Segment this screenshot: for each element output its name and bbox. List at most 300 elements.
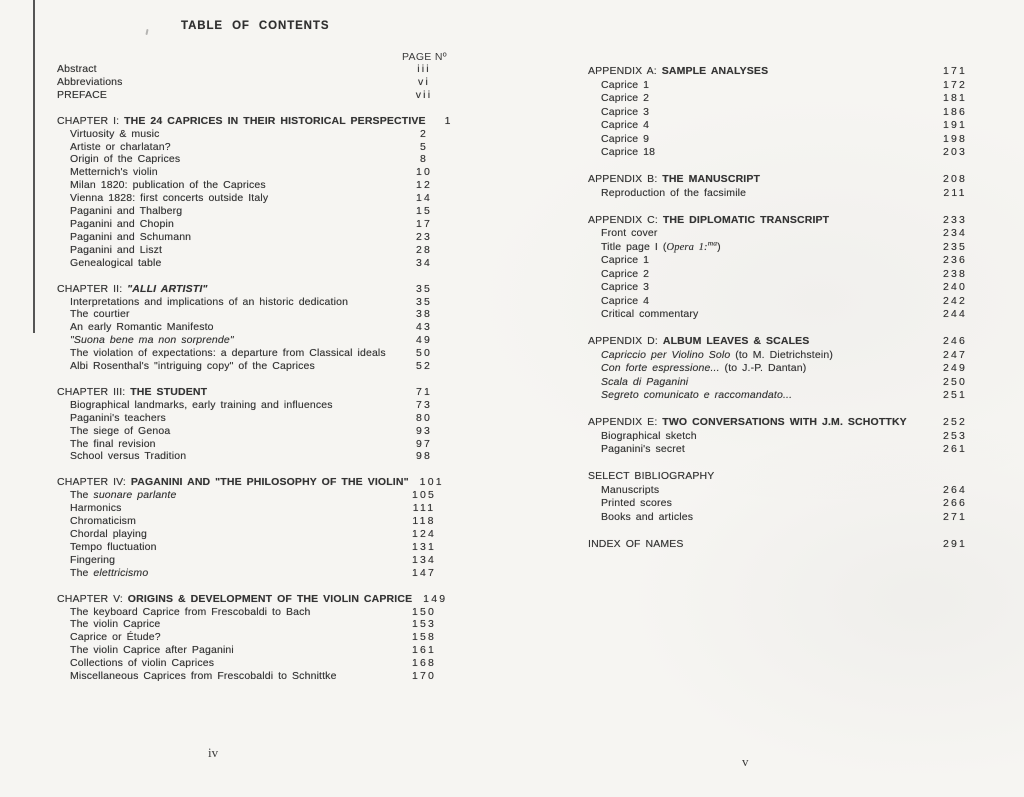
toc-entry-label [70,153,401,166]
toc-entry-text-segment: Caprice 2 [601,267,650,280]
toc-entry-label [70,618,401,631]
toc-entry-page: 35 [415,282,433,295]
toc-entry-text-segment: PAGANINI AND "THE PHILOSOPHY OF THE VIOLIN" [130,476,409,489]
toc-entry-page: 97 [415,437,433,450]
toc-entry-page: 35 [415,295,433,308]
toc-entry-text-segment: (to J.-P. Dantan) [719,362,807,374]
toc-entry-page: 49 [415,334,433,347]
toc-entry-page: 234 [942,227,968,239]
toc-row [57,386,447,399]
toc-entry-page: 158 [411,631,437,644]
toc-entry-text-segment: ORIGINS & DEVELOPMENT OF THE VIOLIN CAPRICE [127,592,413,605]
toc-row [588,389,978,403]
toc-entry-text-segment: Albi Rosenthal's "intriguing copy" of the Caprices [70,360,315,373]
toc-entry-label [601,227,932,241]
toc-entry-text-segment: The violation of expectations: a departure from Classical ideals [70,347,386,360]
toc-row [588,79,978,93]
toc-entry-label [588,335,932,349]
toc-entry-text-segment: Biographical landmarks, early training and influences [70,398,333,411]
toc-entry-label [70,489,401,502]
toc-entry-label [70,515,401,528]
toc-entry-text-segment: Opera 1: [666,241,708,253]
toc-entry-text-segment: Vienna 1828: first concerts outside Italy [70,192,269,205]
toc-entry-text-segment: Collections of violin Caprices [70,657,215,670]
toc-entry-label [588,416,932,430]
toc-entry-text-segment: The keyboard Caprice from Frescobaldi to Bach [70,605,311,618]
toc-entry-label [70,541,401,554]
toc-row [57,347,447,360]
toc-row [588,281,978,295]
toc-entry-label [70,644,401,657]
toc-row [588,173,978,187]
toc-entry-page: vi [418,75,430,88]
scan-artifact-mark [145,29,148,35]
left-page-folio: iv [208,745,219,760]
toc-row [57,515,447,528]
toc-entry-label [588,65,932,79]
toc-row [57,670,447,683]
toc-entry-page: 14 [415,192,433,205]
toc-row [57,567,447,580]
toc-entry-text-segment: Reproduction of the facsimile [601,186,747,199]
toc-entry-text-segment: Manuscripts [601,483,660,496]
toc-entry-page: 28 [415,243,433,256]
toc-entry-label [57,386,401,399]
toc-entry-page: 149 [423,592,448,605]
toc-row [57,192,447,205]
toc-entry-label [57,593,412,606]
toc-entry-page: 34 [415,256,433,269]
toc-row [588,443,978,457]
toc-entry-text-segment: The courtier [70,308,130,321]
toc-entry-text-segment: Caprice 3 [601,281,650,293]
toc-row [588,430,978,444]
toc-row [57,489,447,502]
toc-right-page [588,65,978,551]
toc-row [57,63,447,76]
toc-entry-label [601,362,932,376]
toc-entry-page: 291 [942,537,968,550]
toc-row [57,476,447,489]
toc-entry-page: 147 [411,566,437,579]
toc-row [57,334,447,347]
toc-row [57,296,447,309]
toc-entry-label [601,268,932,282]
toc-entry-page: 80 [415,411,433,424]
toc-entry-text-segment: Paganini and Chopin [70,217,174,230]
toc-entry-text-segment: The siege of Genoa [70,424,171,437]
toc-row [57,76,447,89]
toc-row [57,528,447,541]
toc-entry-text-segment: Caprice 18 [601,146,656,158]
toc-entry-text-segment: THE 24 CAPRICES IN THEIR HISTORICAL PERSPECTIVE [124,114,426,127]
toc-entry-page: 264 [942,483,968,496]
toc-entry-page: 98 [415,450,433,463]
toc-entry-text-segment: Paganini and Liszt [70,243,163,256]
toc-entry-text-segment: TWO CONVERSATIONS WITH J.M. SCHOTTKY [662,416,907,428]
toc-entry-label [70,670,401,683]
toc-entry-label [70,128,401,141]
toc-row [57,593,447,606]
page-title: TABLE OF CONTENTS [181,20,330,32]
toc-entry-label [70,334,401,347]
toc-entry-label [588,470,932,484]
toc-entry-text-segment: CHAPTER V: [57,592,128,605]
toc-entry-page: 43 [415,321,433,334]
toc-entry-label [601,295,932,309]
toc-entry-text-segment: Printed scores [601,497,673,509]
toc-entry-label [70,192,401,205]
toc-entry-text-segment: CHAPTER I: [57,114,125,127]
toc-row [57,438,447,451]
toc-entry-page: 249 [942,362,968,374]
toc-entry-text-segment: The violin Caprice after Paganini [70,644,234,657]
toc-entry-page: 5 [419,140,429,153]
toc-entry-text-segment: ma [707,238,718,247]
toc-entry-page: 118 [412,515,436,528]
toc-entry-label [601,79,932,93]
toc-left-page [57,63,453,683]
toc-entry-text-segment: Caprice 4 [601,294,650,307]
toc-entry-label [601,187,932,201]
toc-entry-page: 242 [942,294,968,307]
toc-entry-text-segment: An early Romantic Manifesto [70,321,214,334]
toc-entry-label [70,257,401,270]
toc-entry-label [601,389,932,403]
toc-entry-page: iii [417,63,431,75]
toc-entry-page: 250 [942,375,968,388]
toc-entry-page: 111 [412,502,436,515]
toc-entry-page: 238 [942,267,968,280]
toc-entry-text-segment: CHAPTER II: [57,282,128,295]
toc-entry-label [70,347,401,360]
toc-entry-text-segment: APPENDIX C: [588,213,663,226]
toc-entry-text-segment: Caprice or Étude? [70,631,161,644]
toc-entry-text-segment: Caprice 2 [601,92,650,104]
toc-entry-page: 50 [415,347,433,360]
toc-entry-text-segment: Capriccio per Violino Solo [601,348,731,361]
toc-entry-page: 52 [415,360,433,373]
toc-entry-text-segment: APPENDIX E: [588,416,663,428]
toc-entry-page: 271 [942,510,968,523]
toc-entry-text-segment: Paganini's teachers [70,411,166,424]
toc-row [57,606,447,619]
toc-entry-page: 191 [942,119,968,131]
toc-entry-label [70,179,401,192]
toc-entry-text-segment: SELECT BIBLIOGRAPHY [588,470,715,482]
toc-entry-text-segment: Paganini and Schumann [70,230,192,243]
toc-entry-page: 71 [415,385,433,398]
toc-entry-label [601,511,932,525]
toc-row [57,360,447,373]
toc-entry-label [57,89,401,102]
toc-entry-text-segment: APPENDIX A: [588,65,662,77]
toc-row [588,295,978,309]
toc-entry-label [57,283,401,296]
toc-entry-label [70,502,401,515]
toc-entry-page: 150 [411,605,437,618]
toc-entry-page: 208 [942,173,968,185]
toc-entry-label [588,173,932,187]
toc-entry-label [601,106,932,120]
toc-row [588,133,978,147]
toc-entry-text-segment: Caprice 1 [601,78,650,91]
toc-entry-label [70,166,401,179]
toc-row [57,179,447,192]
toc-entry-label [70,528,401,541]
toc-entry-label [70,567,401,580]
toc-row [57,399,447,412]
toc-entry-label [70,399,401,412]
toc-entry-label [601,497,932,511]
toc-row [57,631,447,644]
toc-entry-text-segment: Con forte espressione... [601,362,720,374]
toc-entry-page: 168 [411,657,437,670]
toc-entry-page: 73 [415,398,433,411]
toc-row [588,106,978,120]
toc-row [588,119,978,133]
toc-entry-label [601,484,932,498]
toc-row [57,554,447,567]
toc-entry-label [601,133,932,147]
toc-row [57,412,447,425]
toc-row [588,538,978,552]
toc-entry-text-segment: Paganini and Thalberg [70,205,183,218]
toc-row [57,283,447,296]
toc-entry-text-segment: Metternich's violin [70,166,158,179]
toc-entry-text-segment: THE MANUSCRIPT [662,173,761,185]
toc-entry-page: 12 [415,179,433,192]
toc-entry-text-segment: School versus Tradition [70,450,187,463]
toc-entry-label [601,376,932,390]
toc-entry-text-segment: THE DIPLOMATIC TRANSCRIPT [662,213,830,226]
toc-entry-page: 101 [419,476,444,489]
toc-entry-text-segment: Fingering [70,553,116,566]
toc-entry-page: 198 [942,132,968,145]
toc-entry-text-segment: Biographical sketch [601,429,697,442]
toc-entry-text-segment: "Suona bene ma non sorprende" [70,334,234,347]
right-page-folio: v [742,754,749,769]
toc-entry-text-segment: Chordal playing [70,528,148,540]
toc-row [588,497,978,511]
toc-entry-page: 172 [942,78,968,91]
toc-entry-label [601,308,932,322]
toc-entry-text-segment: Books and articles [601,510,694,523]
toc-entry-page: 211 [943,186,967,199]
toc-entry-text-segment: Title page I ( [601,240,667,253]
toc-row [588,254,978,268]
toc-entry-text-segment: Caprice 9 [601,132,650,145]
toc-entry-label [601,238,932,255]
toc-entry-page: 131 [411,540,437,553]
toc-entry-text-segment: Scala di Paganini [601,375,689,388]
toc-entry-text-segment: suonare parlante [93,489,177,502]
toc-row [57,644,447,657]
toc-entry-label [70,321,401,334]
toc-entry-text-segment: Chromaticism [70,515,136,528]
toc-entry-text-segment: Paganini's secret [601,443,685,455]
toc-row [57,153,447,166]
toc-entry-text-segment: Front cover [601,227,658,239]
toc-entry-text-segment: elettricismo [93,566,149,579]
toc-row [57,166,447,179]
toc-entry-page: 181 [942,92,968,104]
toc-row [588,511,978,525]
toc-entry-page: 153 [411,618,437,631]
toc-entry-label [70,425,401,438]
toc-entry-label [601,430,932,444]
toc-entry-text-segment: The [70,489,94,502]
toc-row [588,268,978,282]
toc-entry-text-segment: Caprice 1 [601,254,650,266]
toc-entry-label [601,146,932,160]
toc-entry-label [70,631,401,644]
toc-row [588,335,978,349]
toc-entry-label [601,349,932,363]
toc-row [588,238,978,255]
toc-entry-text-segment: PREFACE [57,88,108,101]
toc-entry-label [70,438,401,451]
toc-entry-text-segment: INDEX OF NAMES [588,537,684,550]
toc-entry-text-segment: Abbreviations [57,75,123,88]
toc-entry-page: 233 [942,213,968,226]
toc-entry-page: 161 [411,644,437,657]
toc-entry-text-segment: Miscellaneous Caprices from Frescobaldi to Schnittke [70,670,337,683]
toc-entry-page: 235 [942,240,968,253]
toc-row [588,484,978,498]
toc-entry-text-segment: (to M. Dietrichstein) [730,348,833,361]
toc-entry-text-segment: Abstract [57,63,97,75]
toc-entry-label [601,443,932,457]
toc-entry-page: 105 [411,489,437,502]
toc-entry-label [70,554,401,567]
toc-row [588,349,978,363]
toc-entry-page: 1 [444,114,453,127]
toc-entry-text-segment: Caprice 3 [601,105,650,118]
toc-entry-page: 203 [942,146,968,158]
toc-entry-page: 134 [411,553,437,566]
toc-entry-label [70,244,401,257]
toc-entry-text-segment: Harmonics [70,502,122,515]
toc-entry-label [601,119,932,133]
toc-row [588,376,978,390]
toc-entry-page: 170 [411,670,437,683]
toc-row [57,308,447,321]
toc-entry-page: 124 [411,528,437,540]
toc-entry-page: 252 [942,416,968,428]
toc-row [588,308,978,322]
toc-entry-text-segment: The [70,566,94,579]
toc-row [57,141,447,154]
toc-row [588,470,978,484]
toc-entry-page: 8 [419,153,429,166]
toc-entry-label [588,538,932,552]
toc-entry-text-segment: Virtuosity & music [70,127,160,140]
toc-row [57,244,447,257]
toc-entry-text-segment: Caprice 4 [601,119,650,131]
toc-entry-page: 261 [942,443,968,455]
toc-entry-text-segment: Genealogical table [70,256,162,269]
toc-entry-page: 244 [942,308,968,320]
toc-row [588,187,978,201]
toc-entry-page: 38 [415,308,433,321]
toc-entry-page: 253 [942,429,968,442]
toc-entry-label [70,450,401,463]
toc-entry-text-segment: "ALLI ARTISTI" [127,282,208,295]
toc-entry-page: 251 [942,389,968,401]
toc-entry-text-segment: APPENDIX D: [588,335,663,347]
toc-row [57,541,447,554]
toc-entry-label [588,214,932,228]
toc-entry-page: 17 [415,217,433,230]
toc-entry-text-segment: Artiste or charlatan? [70,140,171,153]
toc-row [588,227,978,241]
toc-entry-label [57,63,401,76]
toc-entry-label [57,476,409,489]
toc-entry-page: 171 [942,65,968,77]
toc-entry-label [57,115,426,128]
toc-row [57,450,447,463]
toc-entry-label [601,92,932,106]
toc-entry-page: 266 [942,497,968,509]
toc-entry-page: 246 [942,335,968,347]
toc-entry-text-segment: SAMPLE ANALYSES [661,65,769,77]
toc-entry-page: 15 [415,205,433,218]
toc-row [57,114,453,128]
toc-row [57,205,447,218]
toc-entry-label [70,296,401,309]
toc-row [588,65,978,79]
toc-row [57,425,447,438]
toc-row [57,657,447,670]
toc-entry-label [70,231,401,244]
toc-entry-page: 240 [942,281,968,293]
toc-entry-page: 93 [415,424,433,437]
toc-entry-label [70,412,401,425]
toc-entry-page: 2 [419,127,429,140]
toc-row [588,362,978,376]
toc-row [57,257,447,270]
toc-entry-text-segment: ALBUM LEAVES & SCALES [662,335,810,347]
toc-row [57,128,447,141]
toc-entry-text-segment: ) [717,240,721,253]
toc-entry-label [57,76,401,89]
toc-row [57,231,447,244]
toc-entry-text-segment: Segreto comunicato e raccomandato... [601,389,793,401]
toc-entry-label [70,360,401,373]
page-number-column-header: PAGE Nº [402,51,447,63]
toc-entry-text-segment: APPENDIX B: [588,173,663,185]
toc-entry-page: 23 [415,230,433,243]
toc-entry-label [70,606,401,619]
toc-entry-text-segment: The final revision [70,437,156,450]
toc-entry-page: 186 [942,105,968,118]
toc-entry-text-segment: CHAPTER III: [57,385,131,398]
toc-entry-page: 236 [942,254,968,266]
toc-entry-page: vii [415,88,433,101]
toc-row [57,218,447,231]
toc-entry-label [70,205,401,218]
toc-entry-label [70,218,401,231]
toc-row [57,89,447,102]
toc-entry-label [70,141,401,154]
toc-row [57,321,447,334]
toc-entry-page: 10 [415,166,433,179]
toc-row [57,502,447,515]
toc-row [588,416,978,430]
toc-entry-text-segment: THE STUDENT [130,385,208,398]
toc-entry-text-segment: Critical commentary [601,308,699,320]
